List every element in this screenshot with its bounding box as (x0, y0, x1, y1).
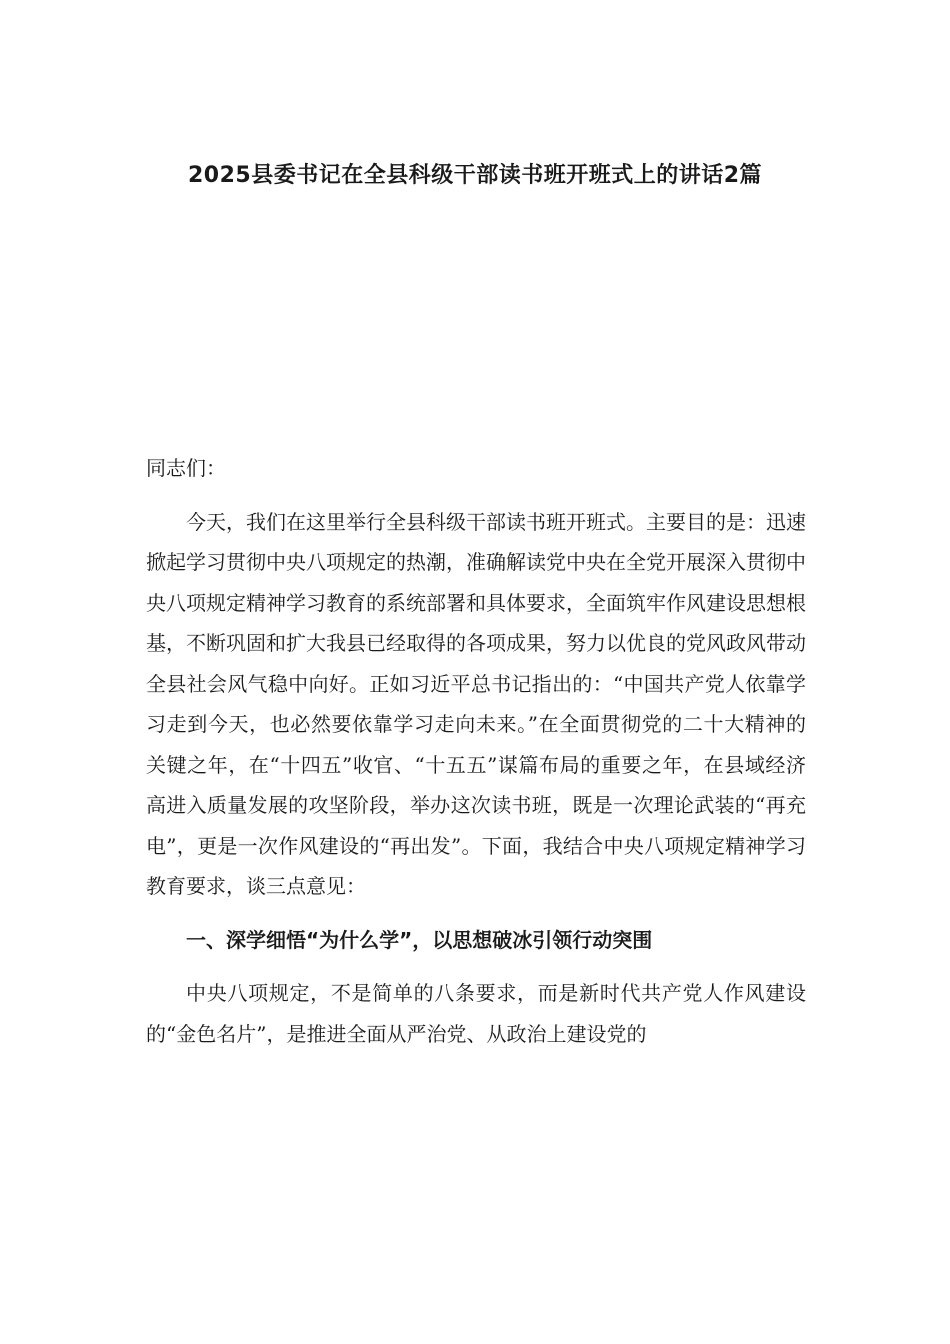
section-1-paragraph: 中央八项规定，不是简单的八条要求，而是新时代共产党人作风建设的“金色名片”，是推进全面从严治党、从政治上建设党的 (146, 981, 806, 1046)
salutation: 同志们： (146, 456, 226, 480)
opening-paragraph: 今天，我们在这里举行全县科级干部读书班开班式。主要目的是：迅速掀起学习贯彻中央八项规定的热潮，准确解读党中央在全党开展深入贯彻中央八项规定精神学习教育的系统部署和具体要求，全面筑牢作风建设思想根基，不断巩固和扩大我县已经取得的各项成果，努力以优良的党风政风带动全县社会风气稳中向好。正如习近平总书记指出的：“中国共产党人依靠学习走到今天，也必然要依靠学习走向未来。”在全面贯彻党的二十大精神的关键之年，在“十四五”收官、“十五五”谋篇布局的重要之年，在县域经济高进入质量发展的攻坚阶段，举办这次读书班，既是一次理论武装的“再充电”，更是一次作风建设的“再出发”。下面，我结合中央八项规定精神学习教育要求，谈三点意见： (146, 509, 806, 898)
document-body (146, 448, 806, 1067)
section-heading-1: 一、深学细悟“为什么学”，以思想破冰引领行动突围 (186, 927, 653, 952)
document-title: 2025县委书记在全县科级干部读书班开班式上的讲话2篇 (187, 163, 763, 188)
